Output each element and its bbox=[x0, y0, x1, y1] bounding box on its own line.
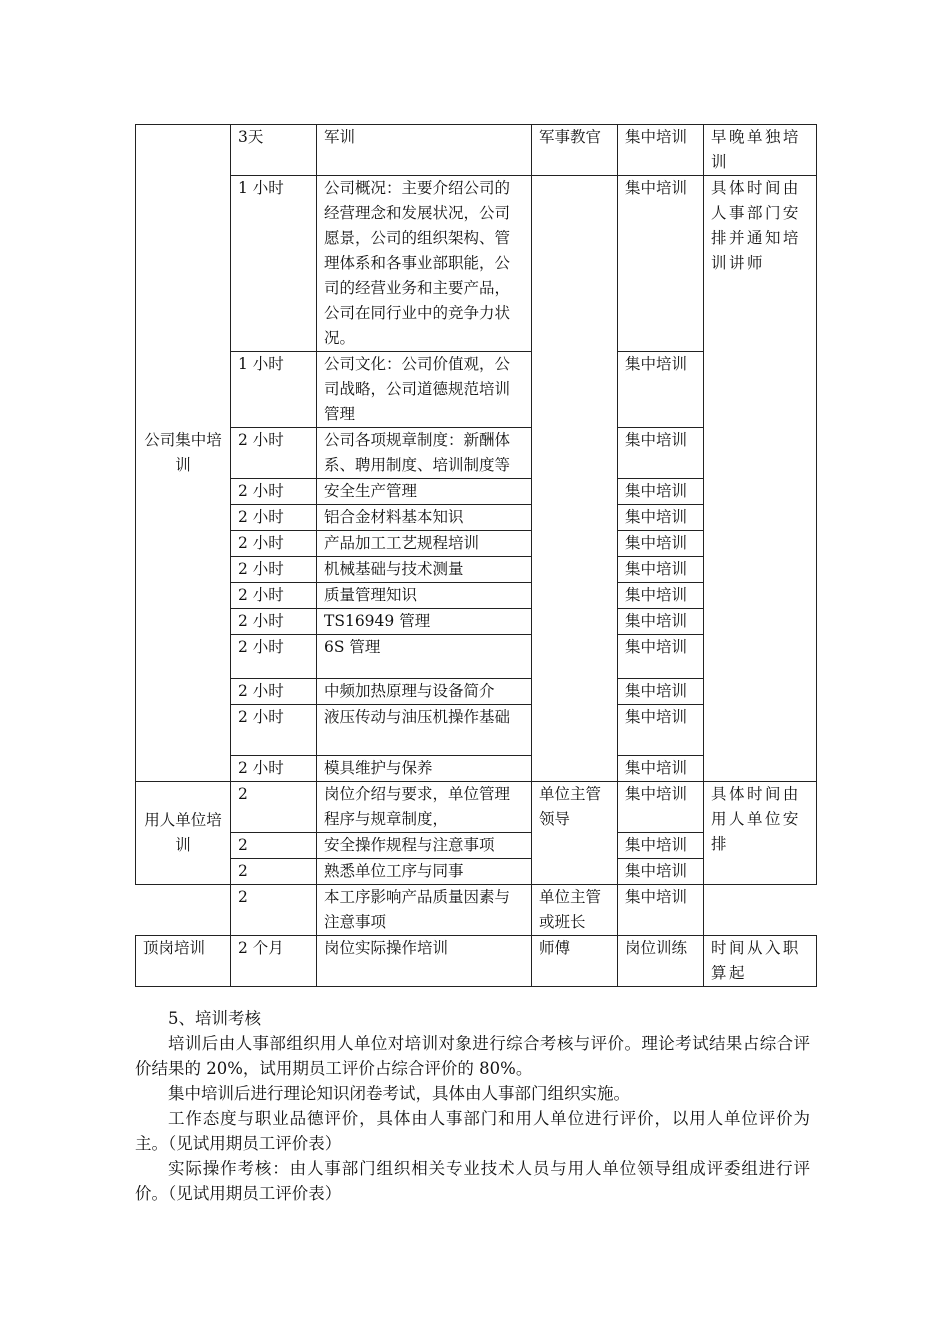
duration-cell: 2 bbox=[231, 859, 317, 885]
method-cell: 集中培训 bbox=[618, 833, 704, 859]
method-cell: 集中培训 bbox=[618, 531, 704, 557]
method-cell: 集中培训 bbox=[618, 705, 704, 756]
category-cell: 公司集中培训 bbox=[136, 125, 231, 782]
content-cell: 熟悉单位工序与同事 bbox=[317, 859, 532, 885]
duration-cell: 2 小时 bbox=[231, 505, 317, 531]
duration-cell: 2 小时 bbox=[231, 428, 317, 479]
content-cell: 中频加热原理与设备简介 bbox=[317, 679, 532, 705]
note-cell: 具体时间由用人单位安排 bbox=[704, 782, 817, 885]
duration-cell: 2 小时 bbox=[231, 679, 317, 705]
assessment-section bbox=[135, 1006, 810, 1206]
method-cell: 集中培训 bbox=[618, 505, 704, 531]
paragraph: 工作态度与职业品德评价，具体由人事部门和用人单位进行评价，以用人单位评价为主。（见试用期员工评价表） bbox=[135, 1109, 810, 1153]
table-row bbox=[136, 885, 817, 936]
method-cell: 集中培训 bbox=[618, 583, 704, 609]
content-cell: 军训 bbox=[317, 125, 532, 176]
duration-cell: 2 bbox=[231, 782, 317, 833]
content-cell: 公司概况：主要介绍公司的经营理念和发展状况，公司愿景，公司的组织架构、管理体系和各事业部职能，公司的经营业务和主要产品，公司在同行业中的竞争力状况。 bbox=[317, 176, 532, 352]
content-cell: 岗位实际操作培训 bbox=[317, 936, 532, 987]
duration-cell: 3天 bbox=[231, 125, 317, 176]
duration-cell: 2 小时 bbox=[231, 583, 317, 609]
content-cell: 铝合金材料基本知识 bbox=[317, 505, 532, 531]
table-row bbox=[136, 782, 817, 833]
duration-cell: 1 小时 bbox=[231, 176, 317, 352]
duration-cell: 1 小时 bbox=[231, 352, 317, 428]
method-cell: 集中培训 bbox=[618, 679, 704, 705]
method-cell: 集中培训 bbox=[618, 125, 704, 176]
duration-cell: 2 小时 bbox=[231, 705, 317, 756]
content-cell: TS16949 管理 bbox=[317, 609, 532, 635]
instructor-cell: 单位主管或班长 bbox=[532, 885, 618, 936]
training-schedule-table bbox=[135, 124, 817, 987]
duration-cell: 2 小时 bbox=[231, 531, 317, 557]
method-cell: 集中培训 bbox=[618, 609, 704, 635]
paragraph: 实际操作考核：由人事部门组织相关专业技术人员与用人单位领导组成评委组进行评价。（见试用期员工评价表） bbox=[135, 1159, 810, 1203]
method-cell: 集中培训 bbox=[618, 885, 704, 936]
duration-cell: 2 bbox=[231, 885, 317, 936]
content-cell: 液压传动与油压机操作基础 bbox=[317, 705, 532, 756]
method-cell: 集中培训 bbox=[618, 176, 704, 352]
paragraph: 集中培训后进行理论知识闭卷考试，具体由人事部门组织实施。 bbox=[168, 1084, 630, 1103]
paragraph: 培训后由人事部组织用人单位对培训对象进行综合考核与评价。理论考试结果占综合评价结果的 20%，试用期员工评价占综合评价的 80%。 bbox=[135, 1034, 810, 1078]
method-cell: 集中培训 bbox=[618, 635, 704, 679]
note-cell: 具体时间由人事部门安排并通知培训讲师 bbox=[704, 176, 817, 782]
duration-cell: 2 小时 bbox=[231, 609, 317, 635]
instructor-cell: 师傅 bbox=[532, 936, 618, 987]
category-cell: 顶岗培训 bbox=[136, 936, 231, 987]
content-cell: 本工序影响产品质量因素与注意事项 bbox=[317, 885, 532, 936]
method-cell: 集中培训 bbox=[618, 557, 704, 583]
instructor-cell: 单位主管领导 bbox=[532, 782, 618, 885]
note-cell: 早晚单独培训 bbox=[704, 125, 817, 176]
method-cell: 集中培训 bbox=[618, 479, 704, 505]
content-cell: 6S 管理 bbox=[317, 635, 532, 679]
duration-cell: 2 小时 bbox=[231, 635, 317, 679]
content-cell: 公司文化：公司价值观，公司战略，公司道德规范培训管理 bbox=[317, 352, 532, 428]
duration-cell: 2 小时 bbox=[231, 557, 317, 583]
method-cell: 集中培训 bbox=[618, 859, 704, 885]
content-cell: 模具维护与保养 bbox=[317, 756, 532, 782]
method-cell: 集中培训 bbox=[618, 756, 704, 782]
method-cell: 集中培训 bbox=[618, 782, 704, 833]
instructor-cell bbox=[532, 176, 618, 782]
table-row bbox=[136, 936, 817, 987]
content-cell: 质量管理知识 bbox=[317, 583, 532, 609]
category-cell: 用人单位培训 bbox=[136, 782, 231, 885]
note-cell bbox=[704, 885, 817, 936]
content-cell: 安全生产管理 bbox=[317, 479, 532, 505]
note-cell: 时间从入职算起 bbox=[704, 936, 817, 987]
content-cell: 公司各项规章制度：新酬体系、聘用制度、培训制度等 bbox=[317, 428, 532, 479]
section-heading: 5、培训考核 bbox=[168, 1009, 261, 1028]
instructor-cell: 军事教官 bbox=[532, 125, 618, 176]
duration-cell: 2 小时 bbox=[231, 756, 317, 782]
duration-cell: 2 小时 bbox=[231, 479, 317, 505]
content-cell: 安全操作规程与注意事项 bbox=[317, 833, 532, 859]
content-cell: 产品加工工艺规程培训 bbox=[317, 531, 532, 557]
method-cell: 集中培训 bbox=[618, 428, 704, 479]
table-row bbox=[136, 176, 817, 352]
method-cell: 集中培训 bbox=[618, 352, 704, 428]
duration-cell: 2 个月 bbox=[231, 936, 317, 987]
duration-cell: 2 bbox=[231, 833, 317, 859]
method-cell: 岗位训练 bbox=[618, 936, 704, 987]
table-row bbox=[136, 125, 817, 176]
content-cell: 岗位介绍与要求，单位管理程序与规章制度， bbox=[317, 782, 532, 833]
category-cell bbox=[136, 885, 231, 936]
content-cell: 机械基础与技术测量 bbox=[317, 557, 532, 583]
